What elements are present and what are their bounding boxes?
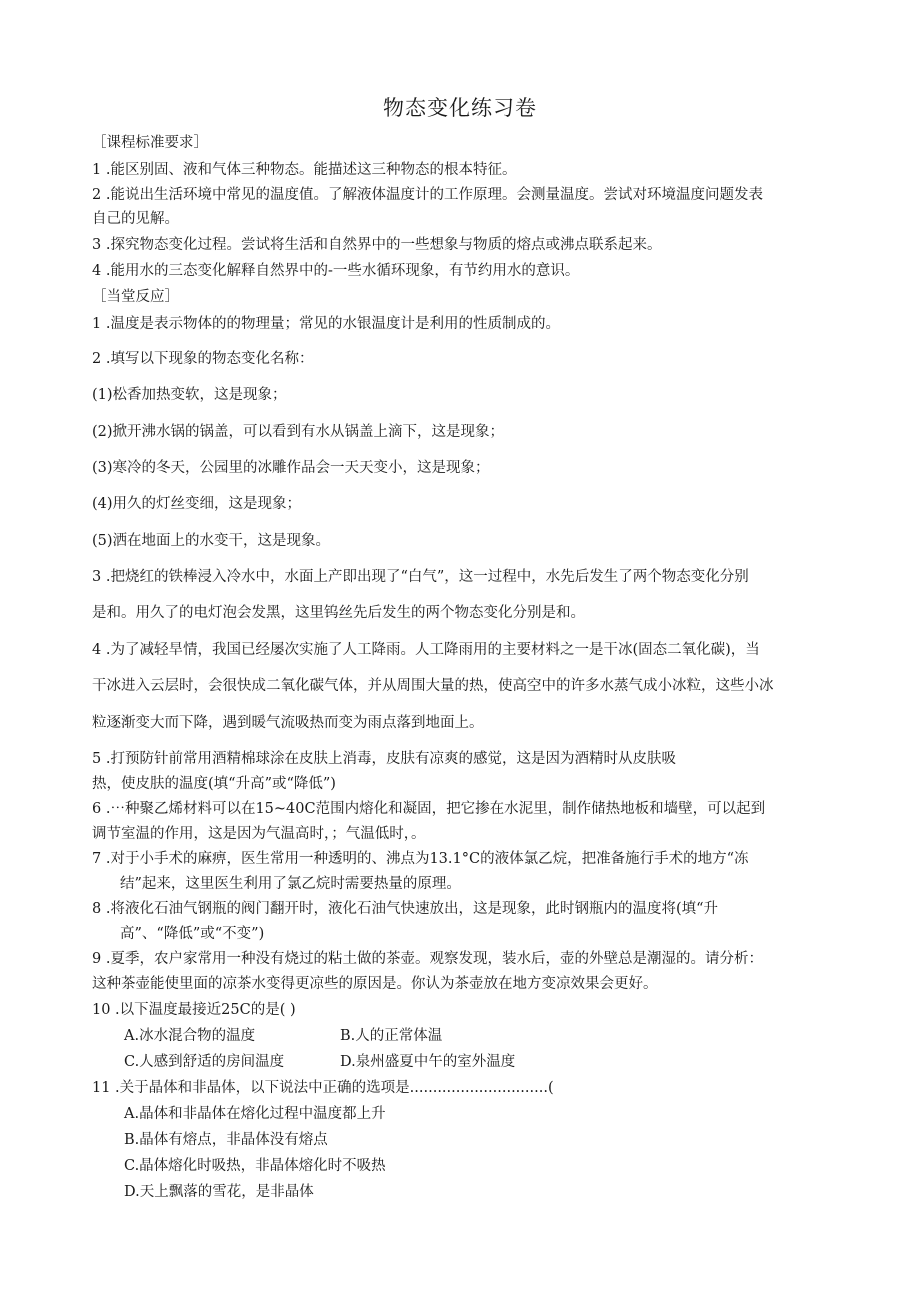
question-2-item: (1)松香加热变软，这是现象；: [92, 387, 287, 403]
question-10-option: C.人感到舒适的房间温度: [124, 1054, 285, 1070]
question-2-item: (3)寒冷的冬天，公园里的冰雕作品会一天天变小，这是现象；: [92, 460, 490, 476]
question-7-line: 结”起来，这里医生利用了氯乙烷时需要热量的原理。: [120, 876, 461, 892]
question-2-item: (5)洒在地面上的水变干，这是现象。: [92, 533, 331, 549]
question-11-option: D.天上飘落的雪花，是非晶体: [124, 1184, 314, 1200]
question-10-option: A.冰水混合物的温度: [124, 1028, 256, 1044]
question-9-line: 这种茶壶能使里面的凉茶水变得更凉些的原因是。你认为茶壶放在地方变凉效果会更好。: [92, 976, 658, 992]
question-6-line: 6 .⋯种聚乙烯材料可以在15~40C范围内熔化和凝固，把它掺在水泥里，制作储热地板和墙壁，可以起到: [92, 801, 766, 817]
question-3-line: 3 .把烧红的铁棒浸入冷水中，水面上产即出现了“白气”，这一过程中，水先后发生了两个物态变化分别: [92, 569, 749, 585]
question-5-line: 热，使皮肤的温度(填“升高”或“降低”): [92, 776, 336, 792]
question-7-line: 7 .对于小手术的麻痹，医生常用一种透明的、沸点为13.1°C的液体氯乙烷，把准备施行手术的地方“冻: [92, 851, 749, 867]
question-10-option: B.人的正常体温: [340, 1028, 443, 1044]
question-11-option: A.晶体和非晶体在熔化过程中温度都上升: [124, 1106, 386, 1122]
question-9-line: 9 .夏季，农户家常用一种没有烧过的粘土做的茶壶。观察发现，装水后，壶的外壁总是潮湿的。请分析：: [92, 951, 763, 967]
question-8-line: 高”、“降低”或“不变”): [120, 926, 265, 942]
question-2-item: (4)用久的灯丝变细，这是现象；: [92, 496, 302, 512]
question-8-line: 8 .将液化石油气钢瓶的阀门翻开时，液化石油气快速放出，这是现象，此时钢瓶内的温度将(填“升: [92, 901, 719, 917]
question-4-line: 4 .为了减轻旱情，我国已经屡次实施了人工降雨。人工降雨用的主要材料之一是干冰(固态二氧化碳)，当: [92, 642, 760, 658]
curriculum-item: 3 .探究物态变化过程。尝试将生活和自然界中的一些想象与物质的熔点或沸点联系起来。: [92, 237, 662, 253]
question-4-line: 干冰进入云层时，会很快成二氧化碳气体，并从周围大量的热，使高空中的许多水蒸气成小冰粒，这些小冰: [92, 678, 774, 694]
curriculum-item: 2 .能说出生活环境中常见的温度值。了解液体温度计的工作原理。会测量温度。尝试对环境温度问题发表: [92, 187, 763, 203]
page-title: 物态变化练习卷: [383, 96, 537, 120]
question-10-stem: 10 .以下温度最接近25C的是( ): [92, 1002, 296, 1018]
question-1: 1 .温度是表示物体的的物理量；常见的水银温度计是利用的性质制成的。: [92, 316, 560, 332]
curriculum-item: 1 .能区别固、液和气体三种物态。能描述这三种物态的根本特征。: [92, 162, 517, 178]
question-2: 2 .填写以下现象的物态变化名称：: [92, 351, 314, 367]
question-11-option: B.晶体有熔点，非晶体没有熔点: [124, 1132, 328, 1148]
question-3-line: 是和。用久了的电灯泡会发黑，这里钨丝先后发生的两个物态变化分别是和。: [92, 605, 585, 621]
question-11-stem: 11 .关于晶体和非晶体，以下说法中正确的选项是..............................(: [92, 1080, 554, 1096]
question-2-item: (2)掀开沸水锅的锅盖，可以看到有水从锅盖上滴下，这是现象；: [92, 424, 505, 440]
question-11-option: C.晶体熔化时吸热，非晶体熔化时不吸热: [124, 1158, 386, 1174]
question-5-line: 5 .打预防针前常用酒精棉球涂在皮肤上消毒，皮肤有凉爽的感觉，这是因为酒精时从皮肤吸: [92, 751, 676, 767]
question-4-line: 粒逐渐变大而下降，遇到暖气流吸热而变为雨点落到地面上。: [92, 715, 484, 731]
practice-header: ［当堂反应］: [92, 289, 179, 305]
curriculum-header: ［课程标准要求］: [92, 135, 208, 151]
question-6-line: 调节室温的作用，这是因为气温高时，；气温低时，。: [92, 826, 426, 842]
curriculum-item: 自己的见解。: [92, 211, 179, 227]
curriculum-item: 4 .能用水的三态变化解释自然界中的-一些水循环现象，有节约用水的意识。: [92, 263, 580, 279]
question-10-option: D.泉州盛夏中午的室外温度: [340, 1054, 516, 1070]
